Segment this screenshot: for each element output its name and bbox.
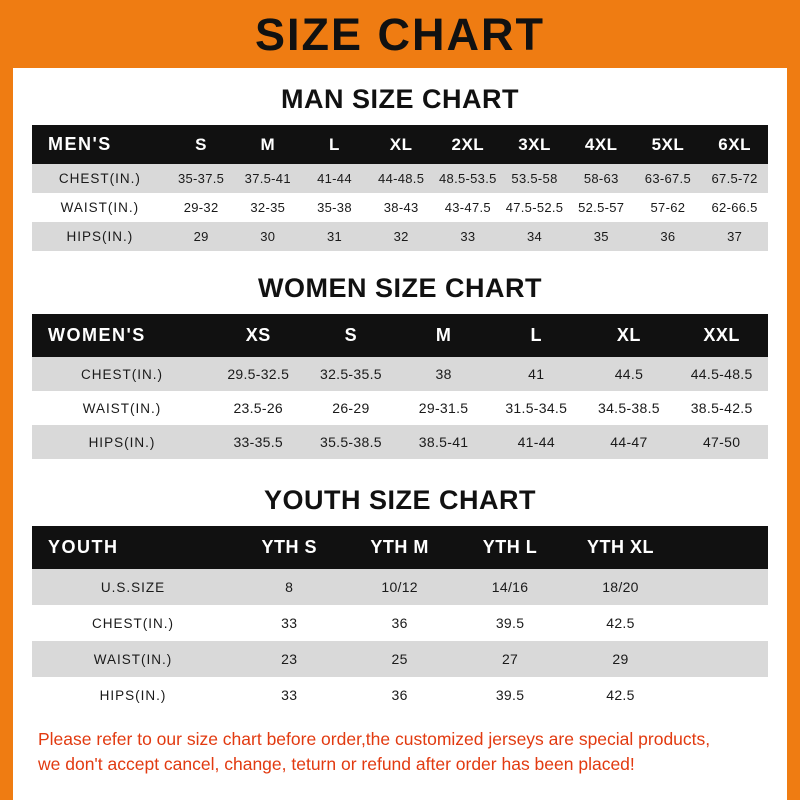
table-cell: 47.5-52.5 (505, 200, 564, 215)
table-cell: 42.5 (606, 615, 635, 631)
table-row (32, 391, 768, 425)
footer-disclaimer (32, 727, 768, 777)
man-column-header: 6XL (718, 134, 751, 154)
table-cell-spacer (676, 641, 768, 677)
table-cell: 43-47.5 (444, 200, 491, 215)
women-column-header: XL (616, 325, 641, 345)
women-size-table (32, 314, 768, 459)
youth-column-header: YTH L (482, 537, 538, 557)
table-cell: 57-62 (650, 200, 686, 215)
table-cell: 35.5-38.5 (319, 434, 382, 450)
table-row (32, 357, 768, 391)
table-cell: 41-44 (517, 434, 555, 450)
table-cell: 29-32 (183, 200, 219, 215)
man-section-title: MAN SIZE CHART (281, 84, 519, 114)
man-column-header: M (260, 134, 276, 154)
man-header-label: MEN'S (48, 134, 112, 154)
table-cell: 8 (285, 579, 294, 595)
women-column-header: XXL (703, 325, 740, 345)
table-cell: 34.5-38.5 (598, 400, 660, 416)
table-cell: 39.5 (495, 615, 525, 631)
table-row (32, 569, 768, 605)
table-cell: 23.5-26 (233, 400, 284, 416)
women-column-header: L (530, 325, 542, 345)
man-size-table (32, 125, 768, 251)
footer-line-1: Please refer to our size chart before order,the customized jerseys are special products, (38, 729, 711, 749)
page-title: SIZE CHART (255, 8, 545, 60)
youth-row-label: WAIST(IN.) (93, 651, 173, 667)
table-cell: 38.5-42.5 (690, 400, 753, 416)
man-row-label: WAIST(IN.) (60, 200, 140, 215)
man-column-header: XL (389, 134, 413, 154)
table-cell: 36 (391, 615, 408, 631)
table-row (32, 164, 768, 193)
table-cell: 33-35.5 (233, 434, 284, 450)
youth-column-spacer (676, 526, 768, 569)
table-cell: 29 (193, 229, 209, 244)
youth-column-header: YTH XL (586, 537, 654, 557)
table-cell: 41 (528, 366, 545, 382)
table-cell-spacer (676, 569, 768, 605)
table-cell: 52.5-57 (578, 200, 625, 215)
man-column-header: 3XL (518, 134, 551, 154)
table-cell: 35-38 (317, 200, 352, 215)
chart-content (13, 84, 787, 777)
youth-row-label: CHEST(IN.) (92, 615, 174, 631)
table-cell: 58-63 (583, 171, 619, 186)
table-cell: 63-67.5 (644, 171, 691, 186)
table-cell: 23 (281, 651, 298, 667)
table-cell: 18/20 (602, 579, 639, 595)
women-section-title: WOMEN SIZE CHART (258, 273, 542, 303)
women-column-header: M (435, 325, 452, 345)
man-column-header: 4XL (584, 134, 618, 154)
header-banner (0, 0, 800, 68)
table-cell: 53.5-58 (511, 171, 558, 186)
table-cell: 44.5-48.5 (690, 366, 753, 382)
table-cell: 39.5 (495, 687, 525, 703)
table-cell: 33 (460, 229, 476, 244)
table-cell: 34 (527, 229, 543, 244)
table-row (32, 677, 768, 713)
man-column-header: S (195, 134, 208, 154)
table-cell-spacer (676, 605, 768, 641)
man-row-label: CHEST(IN.) (58, 171, 141, 186)
table-cell: 44.5 (614, 366, 644, 382)
table-cell: 44-48.5 (378, 171, 425, 186)
youth-column-header: YTH M (370, 537, 429, 557)
table-cell: 32 (393, 229, 409, 244)
women-column-header: S (344, 325, 358, 345)
table-row (32, 605, 768, 641)
table-cell: 33 (281, 615, 298, 631)
man-column-header: 5XL (651, 134, 685, 154)
youth-header-label: YOUTH (48, 537, 119, 557)
table-cell: 37 (727, 229, 743, 244)
table-cell: 32-35 (250, 200, 286, 215)
table-cell: 38-43 (383, 200, 419, 215)
table-cell: 37.5-41 (244, 171, 291, 186)
table-cell: 30 (260, 229, 276, 244)
table-cell: 44-47 (610, 434, 648, 450)
table-cell: 62-66.5 (711, 200, 758, 215)
table-cell: 42.5 (606, 687, 635, 703)
table-cell: 35 (593, 229, 609, 244)
women-row-label: CHEST(IN.) (80, 366, 163, 382)
man-column-header: 2XL (451, 134, 485, 154)
table-row (32, 641, 768, 677)
table-cell: 27 (501, 651, 519, 667)
table-cell: 31 (326, 229, 342, 244)
table-cell: 36 (660, 229, 676, 244)
youth-row-label: U.S.SIZE (100, 579, 166, 595)
women-row-label: WAIST(IN.) (82, 400, 162, 416)
table-cell: 38 (435, 366, 452, 382)
man-row-label: HIPS(IN.) (66, 229, 134, 244)
table-cell: 36 (391, 687, 408, 703)
table-cell: 48.5-53.5 (439, 171, 497, 186)
table-cell: 38.5-41 (418, 434, 469, 450)
youth-table-header-row (32, 526, 768, 569)
women-row-label: HIPS(IN.) (88, 434, 156, 450)
table-cell: 35-37.5 (177, 171, 225, 186)
table-cell: 26-29 (332, 400, 370, 416)
table-cell: 31.5-34.5 (505, 400, 568, 416)
table-row (32, 425, 768, 459)
table-cell-spacer (676, 677, 768, 713)
table-cell: 14/16 (491, 579, 529, 595)
footer-line-2: we don't accept cancel, change, teturn or refund after order has been placed! (38, 753, 635, 774)
table-cell: 10/12 (381, 579, 418, 595)
youth-row-label: HIPS(IN.) (99, 687, 167, 703)
man-column-header: L (329, 134, 340, 154)
table-cell: 29-31.5 (418, 400, 469, 416)
youth-column-header: YTH S (261, 537, 317, 557)
women-column-header: XS (245, 325, 271, 345)
women-table-header-row (32, 314, 768, 357)
table-row (32, 193, 768, 222)
table-cell: 29 (612, 651, 629, 667)
youth-size-table (32, 526, 768, 713)
table-cell: 47-50 (702, 434, 741, 450)
table-cell: 25 (391, 651, 408, 667)
table-cell: 67.5-72 (711, 171, 758, 186)
women-header-label: WOMEN'S (48, 325, 146, 345)
table-cell: 33 (281, 687, 298, 703)
youth-section-title: YOUTH SIZE CHART (263, 485, 536, 515)
table-cell: 41-44 (317, 171, 352, 186)
table-cell: 32.5-35.5 (319, 366, 382, 382)
man-table-header-row (32, 125, 768, 164)
table-row (32, 222, 768, 251)
table-cell: 29.5-32.5 (227, 366, 290, 382)
